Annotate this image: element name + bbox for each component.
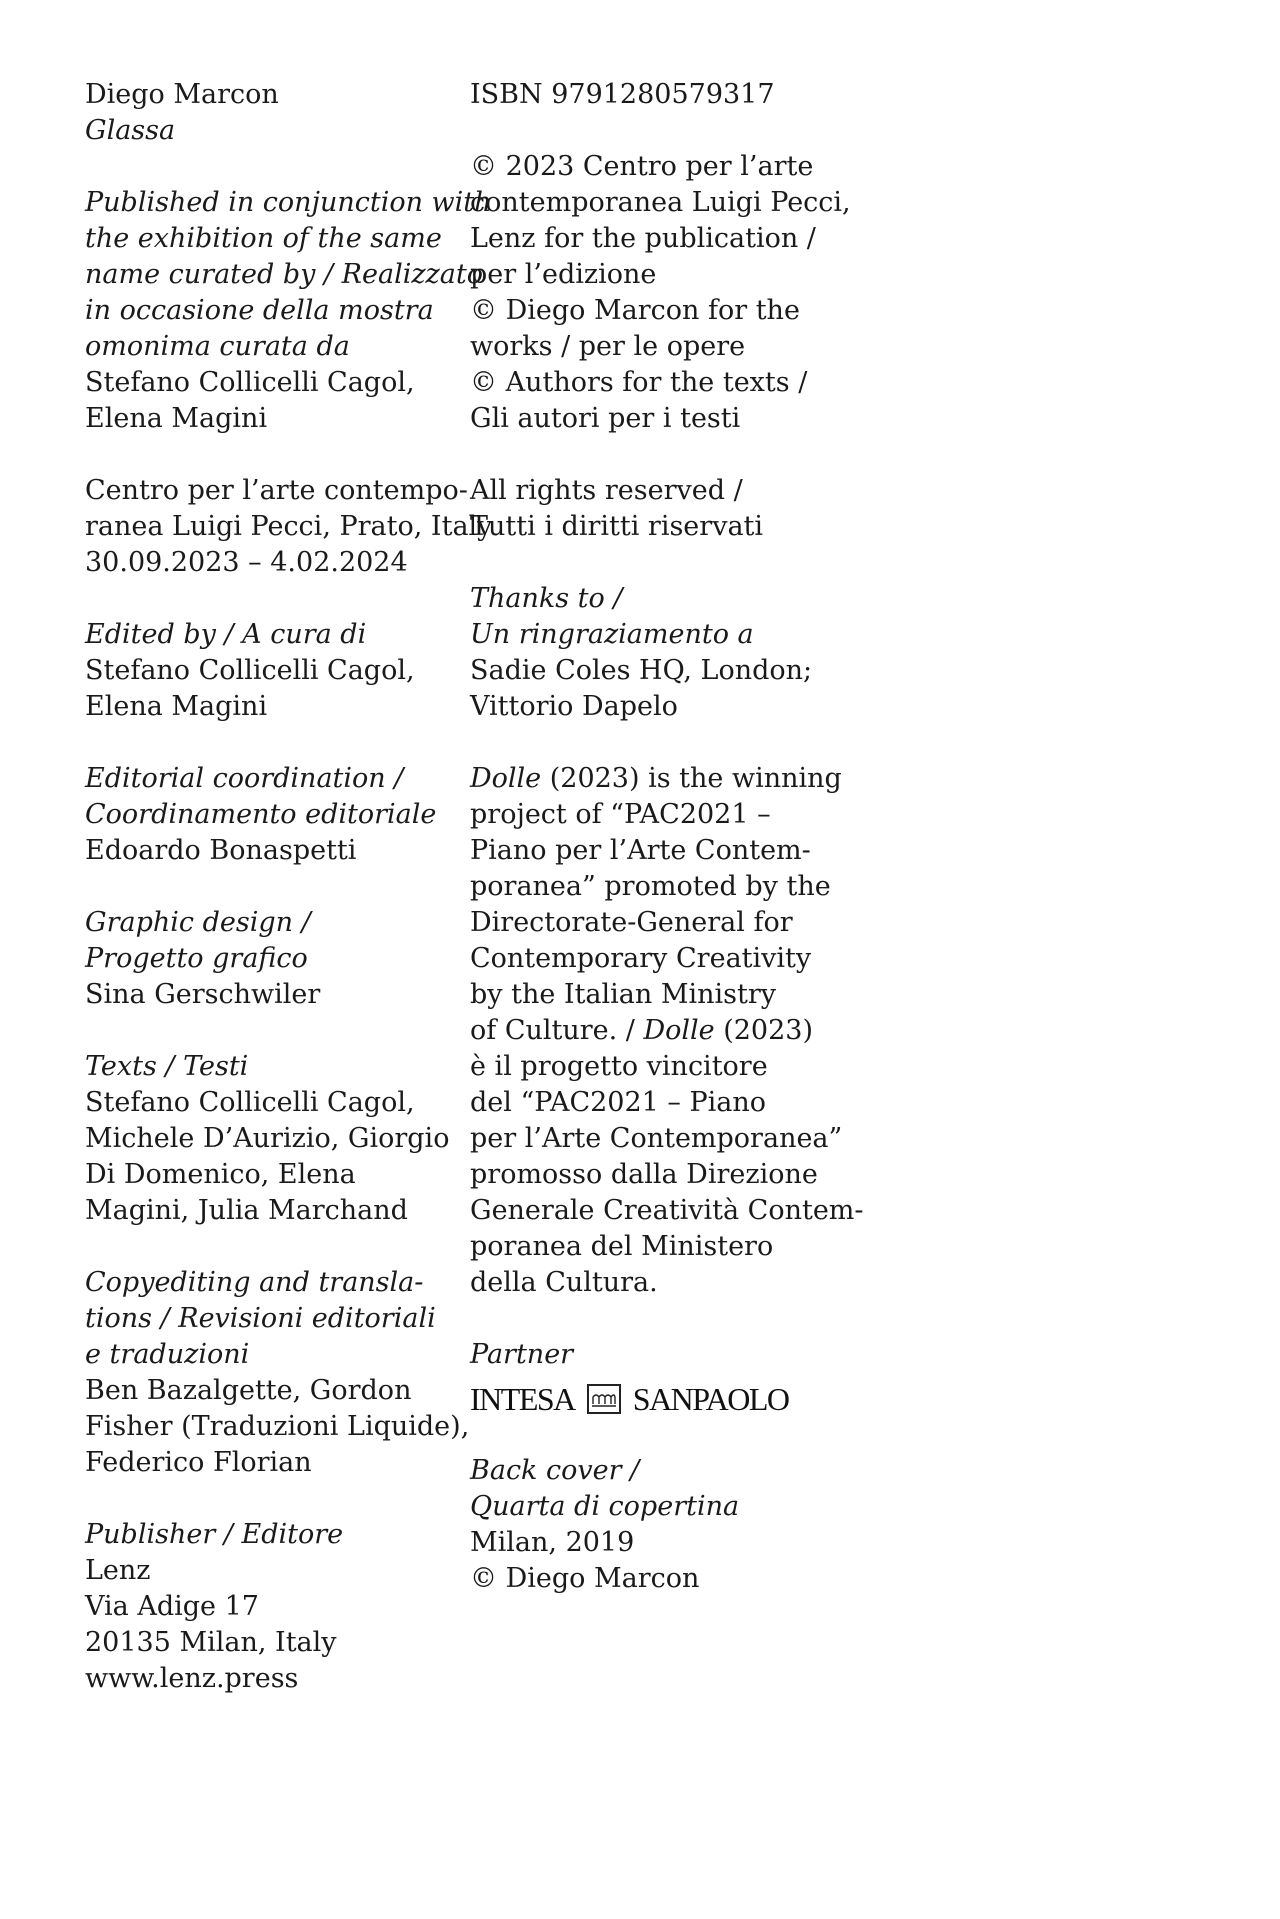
- rights-block: [470, 473, 870, 545]
- coordination-label: Editorial coordination /: [85, 763, 404, 794]
- venue-line: ranea Luigi Pecci, Prato, Italy: [85, 511, 493, 542]
- publisher-label: Publisher / Editore: [85, 1519, 344, 1550]
- editor-line: Stefano Collicelli Cagol,: [85, 655, 415, 686]
- book-title: Glassa: [85, 115, 176, 146]
- thanks-label: Thanks to /: [470, 583, 623, 614]
- copyediting-block: [85, 1265, 470, 1481]
- back-cover-label: Quarta di copertina: [470, 1491, 740, 1522]
- published-note-line: the exhibition of the same: [85, 223, 442, 254]
- dolle-note-line: Contemporary Creativity: [470, 943, 812, 974]
- logo-text-left: INTESA: [470, 1381, 575, 1417]
- copyeditor-line: Ben Bazalgette, Gordon: [85, 1375, 412, 1406]
- venue-line: Centro per l’arte contempo-: [85, 475, 468, 506]
- dolle-title: Dolle: [470, 763, 542, 794]
- text-author-line: Di Domenico, Elena: [85, 1159, 356, 1190]
- dolle-note-line: Directorate-General for: [470, 907, 793, 938]
- published-note-line: Published in conjunction with: [85, 187, 492, 218]
- back-cover-label: Back cover /: [470, 1455, 640, 1486]
- thanks-line: Sadie Coles HQ, London;: [470, 655, 813, 686]
- texts-block: [85, 1049, 465, 1229]
- text-author-line: Magini, Julia Marchand: [85, 1195, 408, 1226]
- venue-block: [85, 473, 493, 581]
- dolle-note-line: della Cultura.: [470, 1267, 658, 1298]
- copyright-line: contemporanea Luigi Pecci,: [470, 187, 851, 218]
- published-note-line: in occasione della mostra: [85, 295, 434, 326]
- rights-line: All rights reserved /: [470, 475, 743, 506]
- dolle-note-line: project of “PAC2021 –: [470, 799, 771, 830]
- dolle-note-line: è il progetto vincitore: [470, 1051, 768, 1082]
- editor-line: Elena Magini: [85, 691, 268, 722]
- edited-by-label: Edited by / A cura di: [85, 619, 367, 650]
- editors-block: [85, 617, 465, 725]
- logo-text-right: SANPAOLO: [632, 1381, 789, 1417]
- right-column: [470, 77, 870, 1633]
- copyright-line: © Diego Marcon for the: [470, 295, 800, 326]
- dolle-note-text: of Culture. /: [470, 1015, 644, 1046]
- dolle-note-line: poranea del Ministero: [470, 1231, 774, 1262]
- isbn: ISBN 9791280579317: [470, 79, 775, 110]
- copyright-line: Lenz for the publication /: [470, 223, 816, 254]
- copyediting-label: e traduzioni: [85, 1339, 250, 1370]
- rights-line: Tutti i diritti riservati: [470, 511, 764, 542]
- thanks-label: Un ringraziamento a: [470, 619, 754, 650]
- published-note-line: omonima curata da: [85, 331, 350, 362]
- intesa-sanpaolo-logo: [470, 1381, 870, 1417]
- partner-label: Partner: [470, 1339, 574, 1370]
- bank-building-icon: [587, 1384, 621, 1414]
- dolle-note-line: [470, 761, 870, 797]
- back-cover-line: Milan, 2019: [470, 1527, 635, 1558]
- copyright-line: Gli autori per i testi: [470, 403, 741, 434]
- publisher-block: [85, 1517, 465, 1697]
- copyediting-label: tions / Revisioni editoriali: [85, 1303, 436, 1334]
- thanks-line: Vittorio Dapelo: [470, 691, 678, 722]
- coordination-label: Coordinamento editoriale: [85, 799, 437, 830]
- copyright-line: works / per le opere: [470, 331, 746, 362]
- dolle-note-block: [470, 761, 870, 1301]
- copyright-line: per l’edizione: [470, 259, 657, 290]
- copyright-line: © 2023 Centro per l’arte: [470, 151, 814, 182]
- back-cover-block: [470, 1453, 870, 1597]
- dolle-note-line: poranea” promoted by the: [470, 871, 831, 902]
- isbn-block: [470, 77, 870, 113]
- design-label: Progetto grafico: [85, 943, 308, 974]
- text-author-line: Michele D’Aurizio, Giorgio: [85, 1123, 450, 1154]
- dolle-note-line: Piano per l’Arte Contem-: [470, 835, 811, 866]
- design-label: Graphic design /: [85, 907, 311, 938]
- author-name: Diego Marcon: [85, 79, 279, 110]
- copyeditor-line: Federico Florian: [85, 1447, 312, 1478]
- dolle-note-text: (2023) is the winning: [541, 763, 842, 794]
- author-title-block: [85, 77, 465, 149]
- dolle-title: Dolle: [643, 1015, 715, 1046]
- published-note-line: name curated by / Realizzato: [85, 259, 483, 290]
- partner-block: [470, 1337, 870, 1417]
- curator-line: Elena Magini: [85, 403, 268, 434]
- dolle-note-line: del “PAC2021 – Piano: [470, 1087, 767, 1118]
- dolle-note-line: [470, 1013, 870, 1049]
- dolle-note-line: per l’Arte Contemporanea”: [470, 1123, 843, 1154]
- exhibition-block: [85, 185, 492, 437]
- left-column: [85, 77, 493, 1733]
- designer-name: Sina Gerschwiler: [85, 979, 321, 1010]
- publisher-name: Lenz: [85, 1555, 151, 1586]
- copyright-block: [470, 149, 870, 437]
- dolle-note-line: promosso dalla Direzione: [470, 1159, 818, 1190]
- curator-line: Stefano Collicelli Cagol,: [85, 367, 415, 398]
- dolle-note-line: Generale Creatività Contem-: [470, 1195, 864, 1226]
- copyediting-label: Copyediting and transla-: [85, 1267, 424, 1298]
- back-cover-line: © Diego Marcon: [470, 1563, 700, 1594]
- publisher-city: 20135 Milan, Italy: [85, 1627, 337, 1658]
- coordinator-name: Edoardo Bonaspetti: [85, 835, 357, 866]
- copyeditor-line: Fisher (Traduzioni Liquide),: [85, 1411, 470, 1442]
- dolle-note-text: (2023): [714, 1015, 814, 1046]
- text-author-line: Stefano Collicelli Cagol,: [85, 1087, 415, 1118]
- coordination-block: [85, 761, 465, 869]
- venue-dates: 30.09.2023 – 4.02.2024: [85, 547, 408, 578]
- texts-label: Texts / Testi: [85, 1051, 249, 1082]
- copyright-line: © Authors for the texts /: [470, 367, 808, 398]
- design-block: [85, 905, 465, 1013]
- dolle-note-line: by the Italian Ministry: [470, 979, 777, 1010]
- publisher-address: Via Adige 17: [85, 1591, 259, 1622]
- publisher-website[interactable]: www.lenz.press: [85, 1663, 299, 1694]
- thanks-block: [470, 581, 870, 725]
